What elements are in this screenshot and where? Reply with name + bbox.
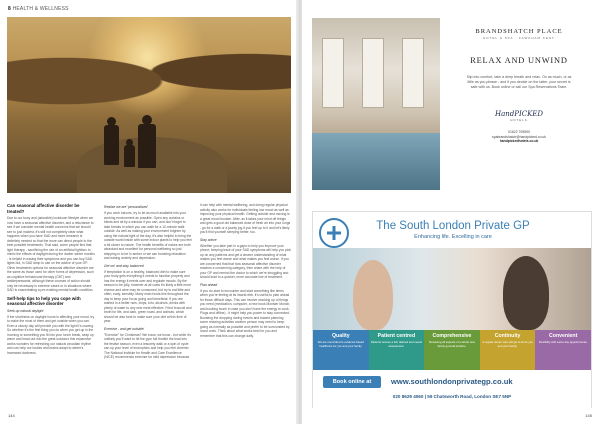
feature-box-quality — [313, 330, 369, 370]
hotel-spa-advert — [302, 0, 600, 204]
gp-feature-boxes — [313, 330, 591, 370]
hotel-tagline: RELAX AND UNWIND — [470, 56, 568, 65]
gp-title: The South London Private GP — [376, 220, 530, 232]
feature-text: Receiving all aspects of a whole new family general practice. — [429, 340, 475, 348]
child-silhouette — [124, 145, 135, 167]
article-tip-heading: Stay active — [200, 237, 217, 242]
feature-box-comprehensive — [424, 330, 480, 370]
person-silhouette — [138, 124, 156, 168]
hotel-brand: BRANDSHATCH PLACE — [475, 28, 563, 35]
article-paragraph: If the shortness on daylight hours is affecting your mood, try to make the most of them and get outside when you can. Even a cloudy day will provide you with the light it's craving. So whether it's the first thing you do when you get up in the morning or something you fit into your lunch break, wrap up warm and head out into the great outdoors this expansive works wonders for refreshing our natural circadian rhythm and can help our bodies and brains adapt to winter's increased darkness. — [7, 314, 95, 355]
article-subheading: Self-help tips to help you cope with seasonal affective disorder — [7, 295, 81, 307]
private-gp-advert — [312, 211, 592, 408]
hotel-email[interactable]: spabrandshatch@handpicked.co.uk — [492, 134, 546, 139]
gp-tagline: Enhancing life. Excelling in care — [414, 234, 492, 240]
pool-water — [312, 133, 440, 190]
gp-consultation-photo — [313, 248, 591, 330]
page-number-right: 145 — [585, 413, 592, 418]
section-header — [8, 6, 69, 12]
feature-title: Comprehensive — [432, 333, 472, 339]
article-heading: Can seasonal affective disorder be treated? — [7, 203, 80, 214]
feature-text: We are committed to evidence based healthcare for you and your family. — [317, 340, 364, 348]
hotel-website[interactable]: handpickedhotels.co.uk — [499, 139, 539, 144]
window — [402, 38, 424, 108]
article-paragraph: Whether you take part in a gaps to help you improve your phone; keeping track of your SAD symptoms will help you pick up on any patterns and get a clearer understanding of what makes you feel worse and what makes you feel worse. If you are concerned that that how seasonal affective disorder reaches a concerning category, then share with the help of your GP and remind the doctor to which we're struggling and should lead to a quicker, more accurate line of treatment. — [200, 243, 291, 279]
article-tip-heading: Seek up natural daylight — [7, 308, 44, 313]
article-column-3 — [200, 203, 292, 341]
feature-box-continuity — [480, 330, 536, 370]
hotel-contact — [448, 130, 590, 144]
left-page — [0, 0, 298, 424]
person-silhouette — [104, 125, 119, 165]
book-online-label: Book online at — [323, 376, 381, 388]
article-column-2 — [104, 203, 192, 363]
article-paragraph: Due to our busy and (adorable) lockdown lifestyle when we now have a seasonal affective disorder, and a reluctance to see if we consider mental health concerns that we should see to just modest, it's still not completely clear what happens when you have SAD and more research is definitely needed so that the more can direct people to the best possible treatments. That said, some people find that light therapy - sacrificing the use of an artificial lightbox to mimic the effects of daylight during the darker winter months - is helpful in easing their symptoms and you can buy SAD lights but, in SAD lamp to use on the advice of your GP. Other treatments options for seasonal affective disorder are the same as those used for other forms of depression, such as cognitive behavioural therapy (CBT) and antidepressants, although these courses of action should only be necessary in extreme cases or in situations where SAD is exacerbating a pre-existing mental health condition. — [7, 216, 95, 293]
feature-text: Patients receive a full, tailored and needs assessment. — [370, 340, 422, 348]
right-page — [302, 0, 600, 424]
window — [322, 38, 344, 108]
article-paragraph: If you do start to encounter and start something like times when you're feeling at its lowest ebb, it's useful to plan ahead for those difficult days. This can involve stocking up of things you need (medication, computer, a new book Monster Munch, and booking touch in case you don't have the energy to cook. Plugs and offline) - it might help you power to stay connected. Boosting the dropping during events and toward planning some relaxing activities another person may need to keep going as normally as possible and prefer to be surrounded by loved ones. Think about what works best for you and remember that this can change daily. — [200, 288, 291, 338]
feature-text: Flexibility with same day appointments. — [538, 340, 588, 344]
feature-text: A regular doctor who will get to know you and your family. — [482, 340, 533, 348]
article-paragraph: If temptation is on a healthy, balanced diet to make sure your body gets everything it needs to function properly and has the energy it needs over and regulate moods. By the season to be jolly, however at all costs it's likely a little more cheese and wine may be consumed, but try to eat little and often, early, sensibly. Many main foods this throughout the day to keep your focus going and beneficial. If you are started in a better nuts, chips, tofu, alcohols, drinks with plenty of water to any new meal effective. Fried broccoli and broth for life, and dark, green roast, and walnuts, which should be also best to make sure your diet at this time of year. — [104, 269, 192, 323]
feature-title: Continuity — [494, 333, 521, 339]
article-paragraph: "Exercise" for Christmas? We know, we know - but while it's unlikely you'll want to hit the gym full throttle the lead into the festive season, even a leisurely walk or a spin of cycle can up your level of endorphins and help you feel cheerier. The National Institute for Health and Care Excellence (NICE) recommends exercise for mild depression because — [104, 332, 192, 359]
feature-title: Convenient — [549, 333, 578, 339]
handpicked-logo: HandPICKED — [494, 110, 544, 118]
article-paragraph: it can help with mental wellbeing, and doing regular physical activity also works for individuals feeling low mood as well as improving your physical health. Getting outside and moving is a great mood booster. After, as it takes your mind off things and gets a good old balanced dose of fresh air into your lungs - go for a walk or a jaunty jog if you feel up to it and let's likely you'll find yourself sleeping better, too. — [200, 203, 291, 234]
spa-pool-photo — [312, 18, 440, 190]
doctor-figure — [503, 256, 549, 330]
feature-title: Quality — [332, 333, 350, 339]
hotel-subtitle: HOTEL & SPA · FAWKHAM KENT — [483, 36, 555, 40]
window — [362, 38, 384, 108]
hotel-phone: 01622 709590 — [508, 130, 530, 134]
article-tip-heading: Plan ahead — [200, 282, 218, 287]
article-tip-heading: Realise we are 'personalised' — [104, 205, 148, 209]
gp-website-link[interactable]: www.southlondonprivategp.co.uk — [391, 377, 513, 386]
article-paragraph: If you work indoors, try to let as much available into your working environment as possible. Open any curtains or blinds and sit by a window if you can, and don't forget to take breaks in which you can walk for a 10-minute walk outside. As well as making your environment brighter by using the natural light of the day, it's also helpful to bring the outside world inside with some indoor plants to help you feel a bit closer to nature. The health benefits of nature are both abundant and excellent for personal wellbeing so just stepping in to be in amber or we can boosting relaxation and easing anxiety and depression. — [104, 211, 192, 260]
patient-figure — [353, 260, 393, 330]
page-number-left: 144 — [8, 413, 15, 418]
hotel-advert-text — [448, 18, 590, 190]
feature-box-convenient — [535, 330, 591, 370]
article-tip-heading: Get on! and stay balanced — [104, 263, 144, 268]
gp-address: 020 8629 4060 | 59 Chatsworth Road, London SE7 5NP — [392, 394, 512, 399]
article-tip-heading: Exercise - and get outside! — [104, 326, 145, 331]
section-number: 8 — [8, 6, 11, 12]
gp-footer — [313, 370, 591, 408]
autumn-trees — [7, 27, 291, 117]
feature-box-patient-centred — [369, 330, 425, 370]
section-label: HEALTH & WELLNESS — [12, 6, 69, 12]
hero-photo — [7, 17, 291, 193]
handpicked-logo-sub: HOTELS — [510, 118, 528, 122]
feature-title: Patient centred — [377, 333, 416, 339]
article-column-1 — [7, 203, 95, 358]
hotel-body-copy: Slip into comfort, take a deep breath and relax. On as much, or as little as you please - and if you decide on the latter, your secret is safe with us. Book online or call our Spa Reservations Team. — [466, 75, 572, 89]
